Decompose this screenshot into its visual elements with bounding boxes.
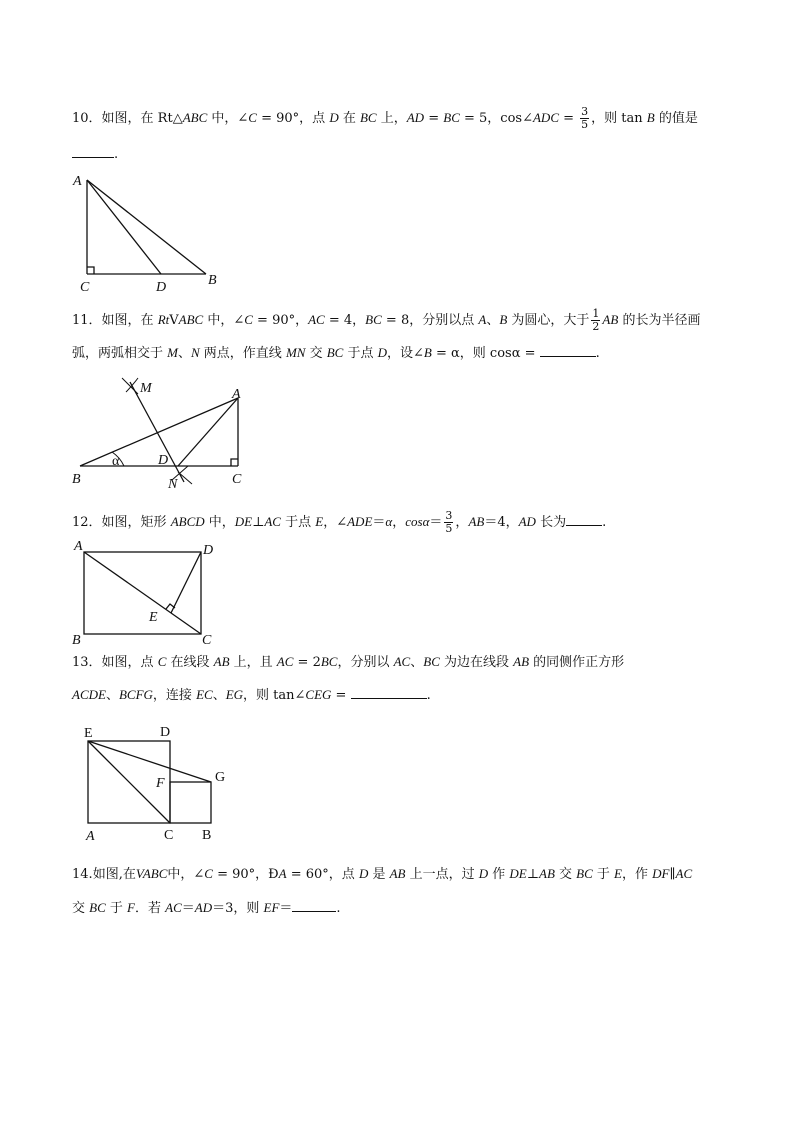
q12-line1: [72, 510, 732, 535]
q10-frac-den: 5: [581, 118, 589, 131]
q11-line1: [72, 308, 732, 333]
q13-var: AB: [213, 654, 230, 669]
q12-number: 12．: [72, 515, 102, 530]
q12-frac-den: 5: [445, 522, 453, 535]
q14-var: D: [478, 866, 489, 881]
q10-var: ADC: [532, 110, 559, 125]
q10-text: =: [424, 111, 444, 126]
q10-number: 10．: [72, 111, 102, 126]
q10-line1: [72, 106, 732, 131]
q14-text: ⊥: [526, 867, 539, 882]
q11-text: 、: [486, 313, 500, 328]
q14-var: AB: [389, 866, 406, 881]
q13-var: BCFG: [118, 687, 153, 702]
q11-text: ，设∠: [386, 346, 424, 361]
q14-line2: [72, 898, 732, 919]
q14-text: ＝: [181, 901, 195, 916]
q14-text: 于: [105, 901, 128, 916]
q11-text: 、: [177, 346, 191, 361]
q12-text: 如图，矩形: [101, 515, 171, 530]
q13-label-b: B: [202, 828, 212, 843]
q10-answer-blank[interactable]: [72, 145, 114, 158]
q11-label-d: D: [158, 453, 169, 468]
q14-var: AB: [539, 866, 555, 881]
q14-var: AC: [165, 900, 182, 915]
q11-label-n: N: [168, 477, 178, 492]
q13-label-f: F: [156, 776, 165, 791]
q13-text: ，连接: [152, 688, 197, 703]
q12-var: AB: [468, 514, 485, 529]
q11-text: = 90°，: [252, 313, 309, 328]
q13-period: .: [426, 688, 431, 703]
q12-label-b: B: [72, 633, 81, 648]
q11-period: .: [595, 346, 600, 361]
q13-label-d: D: [160, 725, 171, 740]
q14-var: C: [204, 866, 213, 881]
q11-text: 的长为半径画: [618, 313, 701, 328]
q12-text: ＝4，: [484, 515, 519, 530]
q11-number: 11．: [72, 313, 102, 328]
q10-text: 如图，在 Rt△: [101, 111, 183, 126]
q13-text: = 2: [293, 655, 321, 670]
q14-answer-blank[interactable]: [292, 899, 336, 912]
q14-text: ＝: [279, 901, 293, 916]
q14-text: ．若: [134, 901, 166, 916]
q13-text: ，分别以: [337, 655, 394, 670]
q14-var: DE: [509, 866, 527, 881]
q13-text: 在线段: [166, 655, 214, 670]
q11-var: MN: [285, 345, 306, 360]
q13-line1: [72, 652, 732, 673]
q11-var: BC: [365, 312, 382, 327]
q12-var: E: [315, 514, 324, 529]
q13-var: ACDE: [72, 687, 106, 702]
q10-var: AD: [406, 110, 425, 125]
q11-var: B: [499, 312, 508, 327]
q12-fraction: [444, 510, 453, 535]
q10-label-d: D: [156, 280, 167, 295]
q11-label-m: M: [140, 381, 152, 396]
q11-text: 如图，在: [101, 313, 158, 328]
q11-label-b: B: [72, 472, 81, 487]
q11-var: AB: [602, 312, 619, 327]
q10-var: BC: [359, 110, 377, 125]
q14-text: ∥: [669, 867, 676, 882]
q13-label-e: E: [84, 726, 93, 741]
q12-text: 中，: [204, 515, 235, 530]
q13-label-g: G: [215, 770, 226, 785]
q10-text: 的值是: [654, 111, 698, 126]
q14-text: = 60°，点: [286, 867, 359, 882]
q10-line2: [72, 145, 732, 165]
q12-var: AD: [518, 514, 536, 529]
q12-text: ，: [392, 515, 406, 530]
q14-text: 作: [488, 867, 510, 882]
q12-var: ABCD: [170, 514, 205, 529]
q12-frac-num: 3: [445, 509, 453, 522]
q11-text: 于点: [343, 346, 378, 361]
q13-var: AB: [513, 654, 530, 669]
q11-label-a: A: [232, 387, 241, 402]
q13-var: C: [157, 654, 167, 669]
q11-fraction: [591, 308, 600, 333]
q10-fraction: [580, 106, 589, 131]
q13-var: EG: [225, 687, 244, 702]
q11-text: = 8，分别以点: [381, 313, 479, 328]
q13-var: CEG: [305, 687, 332, 702]
q14-var: V: [135, 866, 143, 881]
q12-period: .: [602, 515, 607, 530]
q11-var: A: [478, 312, 487, 327]
q13-number: 13．: [72, 655, 102, 670]
q12-var: AC: [264, 514, 281, 529]
q11-var: Rt: [157, 312, 170, 327]
q10-frac-num: 3: [581, 105, 589, 118]
q10-text: 在: [338, 111, 360, 126]
q10-label-c: C: [80, 280, 90, 295]
q13-text: 、: [410, 655, 424, 670]
q11-text: 中，∠: [203, 313, 245, 328]
q13-var: AC: [393, 654, 411, 669]
q12-answer-blank[interactable]: [566, 513, 602, 526]
q12-label-a: A: [74, 539, 83, 554]
q14-var: EF: [263, 900, 280, 915]
q11-label-alpha: α: [112, 454, 120, 469]
q14-line1: [72, 864, 732, 885]
q11-var: N: [191, 345, 200, 360]
q10-period: .: [114, 147, 119, 162]
q11-text: = 4，: [324, 313, 366, 328]
q11-text: 为圆心，大于: [507, 313, 590, 328]
q11-text: V: [169, 313, 179, 328]
q14-var: BC: [89, 900, 106, 915]
q11-figure: [60, 370, 260, 490]
q13-text: 、: [105, 688, 119, 703]
q11-var: ABC: [178, 312, 204, 327]
q14-var: BC: [576, 866, 593, 881]
q11-var: B: [423, 345, 432, 360]
q13-figure: [72, 720, 237, 845]
q11-var: M: [167, 345, 178, 360]
q11-text: 两点，作直线: [199, 346, 286, 361]
q11-frac-num: 1: [592, 307, 600, 320]
q12-var: DE: [234, 514, 253, 529]
q14-var: ABC: [142, 866, 168, 881]
q13-var: EC: [196, 687, 213, 702]
q14-var: A: [278, 866, 287, 881]
q10-var: BC: [443, 110, 460, 125]
q14-var: DF: [652, 866, 670, 881]
q11-text: 交: [305, 346, 327, 361]
q12-figure: [60, 538, 235, 648]
q10-text: =: [558, 111, 579, 126]
q14-text: ＝3，则: [212, 901, 264, 916]
q14-var: E: [614, 866, 622, 881]
q13-text: 为边在线段: [439, 655, 514, 670]
q12-text: ，: [455, 515, 469, 530]
q12-text: ＝: [372, 515, 386, 530]
q10-var: ABC: [182, 110, 208, 125]
q12-text: ＝: [429, 515, 443, 530]
q13-answer-blank[interactable]: [351, 686, 427, 699]
q14-period: .: [336, 901, 341, 916]
q10-var: C: [248, 110, 257, 125]
q12-text: 于点: [280, 515, 316, 530]
q14-var: AD: [194, 900, 213, 915]
q12-label-e: E: [149, 610, 158, 625]
q13-label-a: A: [86, 829, 95, 844]
q13-var: BC: [320, 654, 338, 669]
q13-text: =: [331, 688, 351, 703]
q10-var: D: [329, 110, 339, 125]
q12-text: ，∠: [323, 515, 348, 530]
q10-label-a: A: [73, 174, 82, 189]
q11-var: AC: [308, 312, 325, 327]
q14-var: AC: [675, 866, 693, 881]
q14-text: = 90°，: [212, 867, 269, 882]
q11-frac-den: 2: [592, 320, 600, 333]
q11-var: D: [377, 345, 387, 360]
q11-text: 弧，两弧相交于: [72, 346, 168, 361]
q14-var: F: [127, 900, 135, 915]
q14-text: 是: [368, 867, 390, 882]
q12-var: α: [385, 514, 393, 529]
q12-var: ADE: [347, 514, 373, 529]
q13-text: 上，且: [229, 655, 277, 670]
q14-text: 交: [554, 867, 577, 882]
q12-var: cosα: [405, 514, 430, 529]
q14-text: ，作: [622, 867, 653, 882]
q10-text: = 90°，点: [256, 111, 330, 126]
q13-line2: [72, 685, 732, 706]
q14-text: 中，∠: [167, 867, 205, 882]
q10-text: 上，: [376, 111, 407, 126]
q10-text: 中，∠: [207, 111, 249, 126]
q14-number: 14.: [72, 867, 93, 882]
q14-text: 于: [592, 867, 615, 882]
q12-text: ⊥: [252, 515, 265, 530]
q11-answer-blank[interactable]: [540, 344, 596, 357]
q12-label-c: C: [202, 633, 212, 648]
q11-var: BC: [326, 345, 344, 360]
q14-text: 如图,在: [92, 867, 136, 882]
q14-var: D: [358, 866, 369, 881]
q11-line2: [72, 343, 732, 364]
q13-text: ，则 tan∠: [243, 688, 306, 703]
q10-figure: [60, 168, 240, 293]
q14-text: 交: [72, 901, 90, 916]
q12-text: 长为: [535, 515, 567, 530]
q13-text: 、: [212, 688, 226, 703]
q10-text: ，则 tan: [591, 111, 647, 126]
q13-var: AC: [276, 654, 294, 669]
q13-label-c: C: [164, 828, 174, 843]
q13-text: 如图，点: [101, 655, 158, 670]
q11-label-c: C: [232, 472, 242, 487]
q13-var: BC: [423, 654, 440, 669]
q11-text: = α，则 cosα =: [431, 346, 540, 361]
q10-label-b: B: [208, 273, 217, 288]
q11-var: C: [244, 312, 253, 327]
q13-text: 的同侧作正方形: [529, 655, 625, 670]
q10-var: B: [646, 110, 655, 125]
q10-text: = 5，cos∠: [459, 111, 533, 126]
q14-text: 上一点，过: [405, 867, 479, 882]
q12-label-d: D: [203, 543, 214, 558]
q14-text: Ð: [268, 867, 279, 882]
